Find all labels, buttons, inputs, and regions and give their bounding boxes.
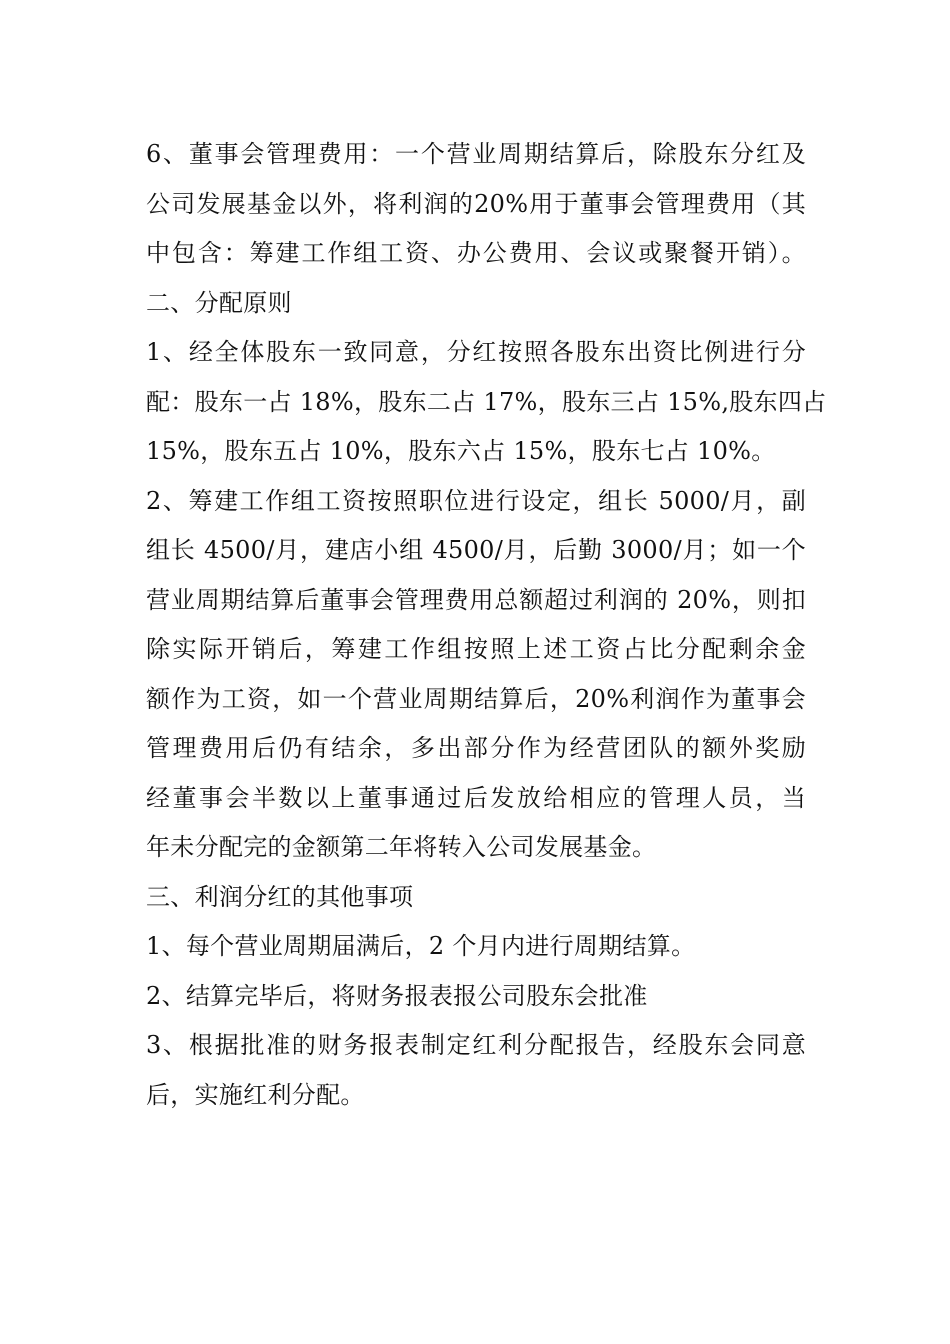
section-heading: 三、利润分红的其他事项	[146, 882, 414, 911]
paragraph-line: 额作为工资，如一个营业周期结算后，20%利润作为董事会	[146, 684, 806, 713]
paragraph-line: 3、根据批准的财务报表制定红利分配报告，经股东会同意	[146, 1031, 806, 1059]
section-heading: 二、分配原则	[146, 288, 292, 317]
paragraph-line: 组长 4500/月，建店小组 4500/月，后勤 3000/月；如一个	[146, 536, 806, 564]
paragraph-line: 管理费用后仍有结余，多出部分作为经营团队的额外奖励	[146, 734, 806, 762]
paragraph-line: 15%，股东五占 10%，股东六占 15%，股东七占 10%。	[146, 437, 776, 465]
paragraph-line: 年未分配完的金额第二年将转入公司发展基金。	[146, 833, 657, 861]
paragraph-line: 2、筹建工作组工资按照职位进行设定，组长 5000/月，副	[146, 486, 806, 515]
paragraph-line: 中包含：筹建工作组工资、办公费用、会议或聚餐开销）。	[146, 239, 806, 267]
paragraph-line: 后，实施红利分配。	[146, 1080, 365, 1109]
paragraph-line: 1、经全体股东一致同意，分红按照各股东出资比例进行分	[146, 338, 806, 366]
paragraph-line: 公司发展基金以外，将利润的20%用于董事会管理费用（其	[146, 189, 806, 218]
paragraph-line: 经董事会半数以上董事通过后发放给相应的管理人员，当	[146, 783, 806, 812]
paragraph-line: 除实际开销后，筹建工作组按照上述工资占比分配剩余金	[146, 635, 806, 663]
paragraph-line: 6、董事会管理费用：一个营业周期结算后，除股东分红及	[146, 140, 806, 168]
paragraph-line: 配：股东一占 18%，股东二占 17%，股东三占 15%,股东四占	[146, 387, 827, 416]
paragraph-line: 1、每个营业周期届满后，2 个月内进行周期结算。	[146, 932, 696, 960]
document-body	[146, 130, 827, 1120]
paragraph-line: 营业周期结算后董事会管理费用总额超过利润的 20%，则扣	[146, 585, 806, 614]
paragraph-line: 2、结算完毕后，将财务报表报公司股东会批准	[146, 981, 648, 1010]
